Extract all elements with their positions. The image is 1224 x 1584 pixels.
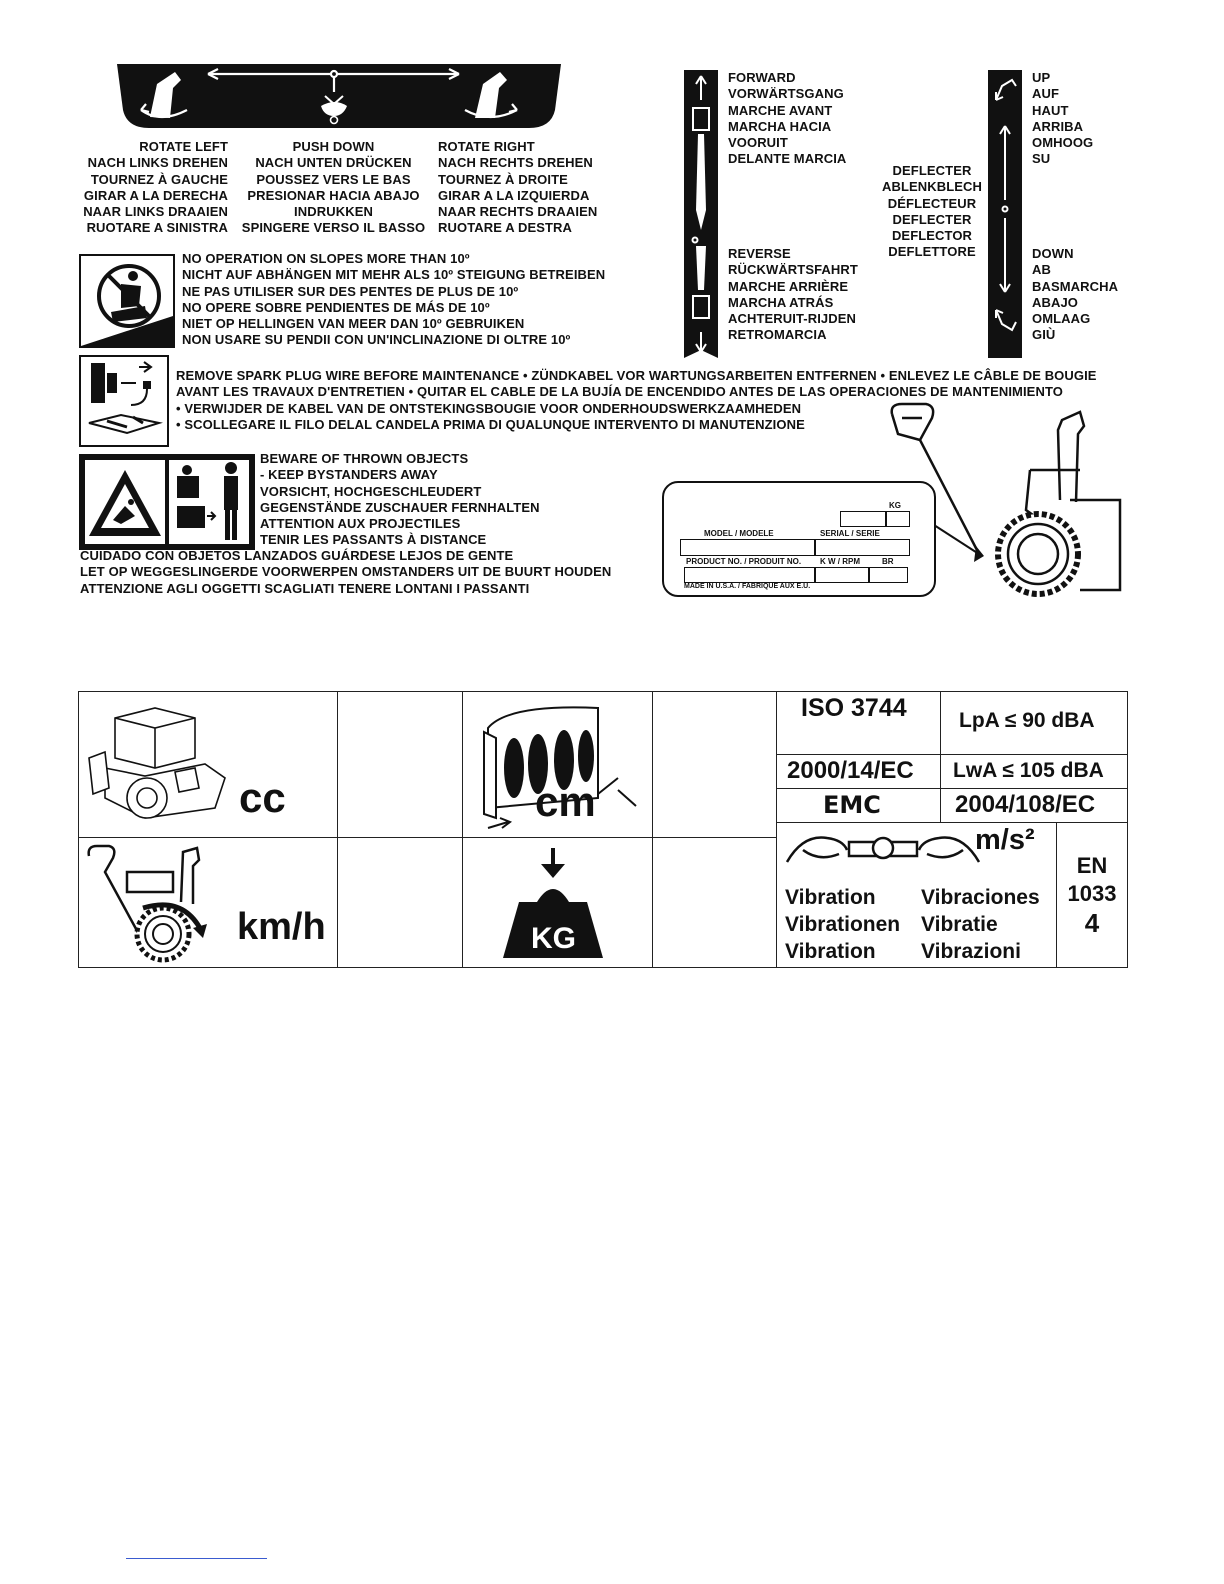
reverse-line: ACHTERUIT-RIJDEN xyxy=(728,311,856,327)
rotate-right-line: ROTATE RIGHT xyxy=(438,139,535,154)
drive-forward-text xyxy=(728,70,846,168)
down-line: AB xyxy=(1032,262,1051,278)
up-line: UP xyxy=(1032,70,1051,85)
slope-badge: >10º xyxy=(85,328,110,342)
engine-icon xyxy=(85,698,235,830)
cc-label: cc xyxy=(239,774,286,821)
thrown-line: TENIR LES PASSANTS À DISTANCE xyxy=(260,532,487,548)
reverse-line: MARCHE ARRIÈRE xyxy=(728,278,849,294)
deflector-names xyxy=(876,163,988,261)
ms2-label: m/s² xyxy=(975,824,1035,856)
plate-br-label: BR xyxy=(882,557,894,566)
en-line: EN xyxy=(1076,853,1108,878)
forward-line: FORWARD xyxy=(728,70,796,85)
reverse-line: MARCHA ATRÁS xyxy=(728,294,834,310)
rotate-right-line: NACH RECHTS DREHEN xyxy=(438,155,593,171)
kg-label: KG xyxy=(531,922,576,955)
plate-serial-box xyxy=(814,539,910,556)
spark-plug-icon xyxy=(79,355,169,447)
thrown-objects-text xyxy=(260,451,540,549)
speed-icon xyxy=(83,842,233,964)
up-line: AUF xyxy=(1032,86,1060,102)
rotate-right-text xyxy=(438,139,618,237)
vibration-left-line: Vibration xyxy=(785,940,876,963)
chute-rotation-decal xyxy=(115,62,563,132)
rotate-right-line: GIRAR A LA IZQUIERDA xyxy=(438,187,590,203)
en-line: 1033 xyxy=(1067,881,1117,906)
lpa-label: LpA ≤ 90 dBA xyxy=(959,709,1095,732)
thrown-line: - KEEP BYSTANDERS AWAY xyxy=(260,467,438,483)
rotate-left-line: RUOTARE A SINISTRA xyxy=(86,220,228,236)
down-line: GIÙ xyxy=(1032,327,1056,343)
thrown-wide-line: CUIDADO CON OBJETOS LANZADOS GUÁRDESE LEJOS DE GENTE xyxy=(80,548,514,563)
down-line: ABAJO xyxy=(1032,294,1079,310)
plate-serial-label: SERIAL / SERIE xyxy=(820,529,880,538)
slope-line: NO OPERATION ON SLOPES MORE THAN 10º xyxy=(182,251,470,266)
rotate-left-text xyxy=(75,139,228,237)
up-line: OMHOOG xyxy=(1032,135,1094,151)
plate-product-label: PRODUCT NO. / PRODUIT NO. xyxy=(686,557,802,566)
reverse-line: REVERSE xyxy=(728,246,791,261)
up-line: SU xyxy=(1032,151,1051,167)
thrown-objects-icon xyxy=(79,454,255,550)
forward-line: DELANTE MARCIA xyxy=(728,151,847,167)
en-standard xyxy=(1057,852,1127,938)
forward-line: MARCHE AVANT xyxy=(728,102,833,118)
slope-line: NO OPERE SOBRE PENDIENTES DE MÁS DE 10º xyxy=(182,299,490,315)
thrown-line: GEGENSTÄNDE ZUSCHAUER FERNHALTEN xyxy=(260,499,540,515)
down-line: OMLAAG xyxy=(1032,311,1091,327)
rotate-left-line: NACH LINKS DREHEN xyxy=(87,155,228,171)
footer-line xyxy=(126,1558,267,1559)
plate-br-box xyxy=(868,567,908,583)
slope-line: NE PAS UTILISER SUR DES PENTES DE PLUS DE 10º xyxy=(182,283,519,299)
vibration-right-line: Vibratie xyxy=(921,913,998,936)
deflector-line: DEFLECTER xyxy=(892,163,972,178)
forward-line: MARCHA HACIA xyxy=(728,118,832,134)
deflector-up-text xyxy=(1032,70,1093,168)
plate-model-box xyxy=(680,539,816,556)
rotate-left-line: GIRAR A LA DERECHA xyxy=(83,187,228,203)
lwa-label: LwA ≤ 105 dBA xyxy=(953,759,1104,782)
plate-kg-label: KG xyxy=(889,501,901,510)
spark-line: • SCOLLEGARE IL FILO DELAL CANDELA PRIMA DI QUALUNQUE INTERVENTO DI MANUTENZIONE xyxy=(176,416,805,432)
deflector-line: DEFLECTOR xyxy=(891,228,973,244)
push-down-line: INDRUKKEN xyxy=(294,204,373,220)
reverse-line: RETROMARCIA xyxy=(728,327,827,343)
rotate-left-line: ROTATE LEFT xyxy=(139,139,228,154)
rotate-left-line: TOURNEZ À GAUCHE xyxy=(90,171,228,187)
plate-box-a xyxy=(840,511,886,527)
deflector-line: DEFLECTER xyxy=(892,211,972,227)
plate-kw-label: K W / RPM xyxy=(820,557,860,566)
spark-line: AVANT LES TRAVAUX D'ENTRETIEN • QUITAR EL CABLE DE LA BUJÍA DE ENCENDIDO ANTES DE LAS OPERACIONES DE MANTENIMIENTO xyxy=(176,384,1063,400)
cm-label: cm xyxy=(535,778,596,825)
deflector-line: DÉFLECTEUR xyxy=(887,195,977,211)
slope-warning-text xyxy=(182,251,605,349)
deflector-lever-bar xyxy=(988,70,1022,358)
thrown-wide-line: LET OP WEGGESLINGERDE VOORWERPEN OMSTANDERS UIT DE BUURT HOUDEN xyxy=(80,564,612,580)
down-line: DOWN xyxy=(1032,246,1074,261)
down-line: BASMARCHA xyxy=(1032,278,1119,294)
push-down-text xyxy=(236,139,431,237)
deflector-line: DEFLETTORE xyxy=(888,244,976,260)
forward-line: VOORUIT xyxy=(728,135,788,151)
rotate-right-line: RUOTARE A DESTRA xyxy=(438,220,573,236)
deflector-down-text xyxy=(1032,246,1118,344)
plate-product-box xyxy=(684,567,816,583)
emc-label: EMC xyxy=(823,791,881,819)
kmh-label: km/h xyxy=(237,906,326,948)
slope-line: NIET OP HELLINGEN VAN MEER DAN 10º GEBRUIKEN xyxy=(182,316,525,332)
vibration-hands-icon xyxy=(783,828,983,876)
plate-box-kg xyxy=(886,511,910,527)
push-down-line: PUSH DOWN xyxy=(292,139,375,154)
iso-label: ISO 3744 xyxy=(801,694,907,722)
rotate-left-line: NAAR LINKS DRAAIEN xyxy=(83,204,228,220)
thrown-wide-line: ATTENZIONE AGLI OGGETTI SCAGLIATI TENERE LONTANI I PASSANTI xyxy=(80,580,530,596)
up-line: HAUT xyxy=(1032,102,1069,118)
push-down-line: NACH UNTEN DRÜCKEN xyxy=(255,155,412,171)
spark-line: • VERWIJDER DE KABEL VAN DE ONTSTEKINGSBOUGIE VOOR ONDERHOUDSWERKZAAMHEDEN xyxy=(176,400,802,416)
plate-kw-box xyxy=(814,567,870,583)
reverse-line: RÜCKWÄRTSFAHRT xyxy=(728,262,858,278)
push-down-line: SPINGERE VERSO IL BASSO xyxy=(241,220,426,236)
spark-line: REMOVE SPARK PLUG WIRE BEFORE MAINTENANCE • ZÜNDKABEL VOR WARTUNGSARBEITEN ENTFERNEN • ENLEVEZ LE CÂBLE DE BOUGIE xyxy=(176,368,1097,383)
vibration-right-list xyxy=(921,884,1040,965)
deflector-line: ABLENKBLECH xyxy=(881,179,983,195)
slope-line: NON USARE SU PENDII CON UN'INCLINAZIONE DI OLTRE 10º xyxy=(182,332,571,348)
directive-2004-label: 2004/108/EC xyxy=(955,791,1096,818)
drive-lever-bar xyxy=(684,70,718,358)
vibration-left-list xyxy=(785,884,900,965)
plate-model-label: MODEL / MODELE xyxy=(704,529,774,538)
id-plate xyxy=(662,481,936,597)
rotate-right-line: NAAR RECHTS DRAAIEN xyxy=(438,204,598,220)
vibration-right-line: Vibraciones xyxy=(921,886,1040,909)
en-line: 4 xyxy=(1084,908,1100,938)
vibration-right-line: Vibrazioni xyxy=(921,940,1021,963)
rotate-right-line: TOURNEZ À DROITE xyxy=(438,171,568,187)
thrown-line: BEWARE OF THROWN OBJECTS xyxy=(260,451,469,466)
push-down-line: POUSSEZ VERS LE BAS xyxy=(256,171,411,187)
vibration-left-line: Vibration xyxy=(785,886,876,909)
spec-table xyxy=(78,691,1128,968)
thrown-line: ATTENTION AUX PROJECTILES xyxy=(260,516,461,532)
drive-reverse-text xyxy=(728,246,858,344)
thrown-line: VORSICHT, HOCHGESCHLEUDERT xyxy=(260,483,482,499)
directive-2000-label: 2000/14/EC xyxy=(787,757,914,784)
plate-made-label: MADE IN U.S.A. / FABRIQUE AUX E.U. xyxy=(684,583,811,590)
push-down-line: PRESIONAR HACIA ABAJO xyxy=(247,187,420,203)
forward-line: VORWÄRTSGANG xyxy=(728,86,844,102)
vibration-left-line: Vibrationen xyxy=(785,913,901,936)
up-line: ARRIBA xyxy=(1032,118,1084,134)
slope-warning-icon xyxy=(79,254,175,348)
slope-line: NICHT AUF ABHÄNGEN MIT MEHR ALS 10º STEIGUNG BETREIBEN xyxy=(182,267,606,283)
thrown-objects-wide-text xyxy=(80,548,611,597)
